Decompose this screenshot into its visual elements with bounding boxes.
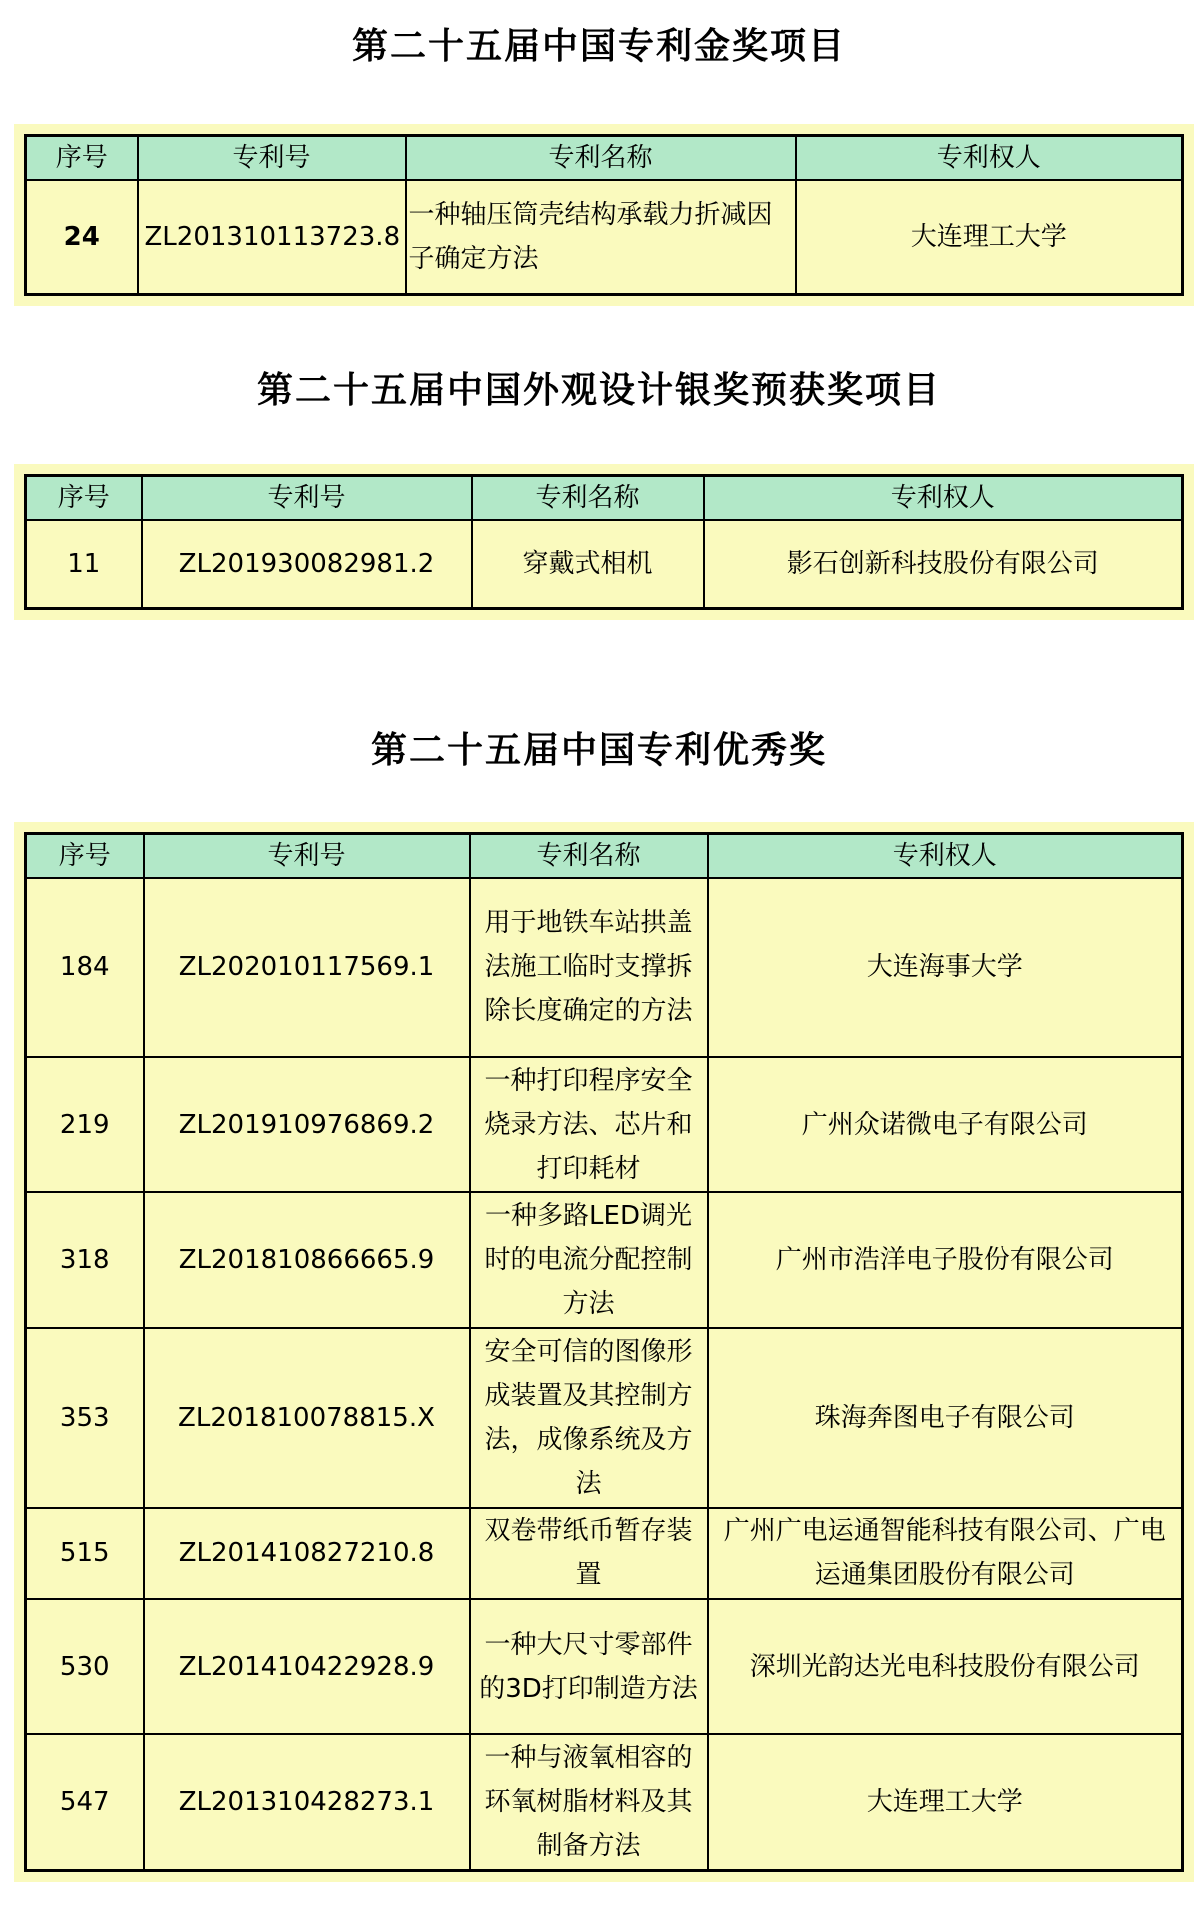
excellence-award-panel xyxy=(14,822,1194,1882)
cell-patent-owner: 大连理工大学 xyxy=(796,180,1183,295)
table-row xyxy=(26,520,1183,609)
cell-patent-owner: 广州市浩洋电子股份有限公司 xyxy=(708,1192,1183,1328)
table-header-row xyxy=(26,834,1183,878)
cell-patent-no: ZL201410422928.9 xyxy=(144,1599,470,1735)
excellence-award-table xyxy=(24,832,1184,1872)
header-seq: 序号 xyxy=(26,476,142,520)
header-patent-no: 专利号 xyxy=(138,136,406,180)
cell-seq: 353 xyxy=(26,1328,144,1508)
cell-patent-no: ZL201810078815.X xyxy=(144,1328,470,1508)
table-row xyxy=(26,1328,1183,1508)
table-row xyxy=(26,1057,1183,1193)
cell-patent-no: ZL201810866665.9 xyxy=(144,1192,470,1328)
silver-award-table xyxy=(24,474,1184,610)
silver-award-panel xyxy=(14,464,1194,620)
table-row xyxy=(26,1599,1183,1735)
cell-seq: 318 xyxy=(26,1192,144,1328)
cell-patent-name: 一种打印程序安全烧录方法、芯片和打印耗材 xyxy=(470,1057,708,1193)
cell-patent-no: ZL201410827210.8 xyxy=(144,1508,470,1599)
cell-patent-no: ZL201310428273.1 xyxy=(144,1734,470,1870)
cell-patent-owner: 广州众诺微电子有限公司 xyxy=(708,1057,1183,1193)
gold-award-panel xyxy=(14,124,1194,306)
cell-patent-name: 用于地铁车站拱盖法施工临时支撑拆除长度确定的方法 xyxy=(470,878,708,1057)
cell-seq: 515 xyxy=(26,1508,144,1599)
cell-patent-name: 一种大尺寸零部件的3D打印制造方法 xyxy=(470,1599,708,1735)
header-patent-name: 专利名称 xyxy=(472,476,704,520)
header-patent-name: 专利名称 xyxy=(406,136,796,180)
table-header-row xyxy=(26,136,1183,180)
header-patent-owner: 专利权人 xyxy=(796,136,1183,180)
cell-patent-no: ZL201910976869.2 xyxy=(144,1057,470,1193)
table-row xyxy=(26,1508,1183,1599)
section-title-silver: 第二十五届中国外观设计银奖预获奖项目 xyxy=(256,370,941,411)
header-seq: 序号 xyxy=(26,834,144,878)
cell-patent-name: 一种轴压筒壳结构承载力折减因子确定方法 xyxy=(406,180,796,295)
header-patent-no: 专利号 xyxy=(144,834,470,878)
cell-patent-no: ZL201310113723.8 xyxy=(138,180,406,295)
header-patent-no: 专利号 xyxy=(142,476,472,520)
cell-patent-no: ZL201930082981.2 xyxy=(142,520,472,609)
cell-patent-owner: 广州广电运通智能科技有限公司、广电运通集团股份有限公司 xyxy=(708,1508,1183,1599)
cell-seq: 530 xyxy=(26,1599,144,1735)
table-row xyxy=(26,878,1183,1057)
table-header-row xyxy=(26,476,1183,520)
section-title-gold: 第二十五届中国专利金奖项目 xyxy=(351,26,846,67)
cell-seq: 11 xyxy=(26,520,142,609)
cell-patent-owner: 大连理工大学 xyxy=(708,1734,1183,1870)
cell-seq: 184 xyxy=(26,878,144,1057)
header-seq: 序号 xyxy=(26,136,138,180)
cell-patent-name: 穿戴式相机 xyxy=(472,520,704,609)
cell-seq: 219 xyxy=(26,1057,144,1193)
cell-patent-owner: 影石创新科技股份有限公司 xyxy=(704,520,1183,609)
header-patent-owner: 专利权人 xyxy=(704,476,1183,520)
cell-seq: 24 xyxy=(26,180,138,295)
cell-patent-owner: 深圳光韵达光电科技股份有限公司 xyxy=(708,1599,1183,1735)
gold-award-table xyxy=(24,134,1184,296)
section-title-excellence: 第二十五届中国专利优秀奖 xyxy=(370,730,827,771)
cell-patent-name: 安全可信的图像形成装置及其控制方法，成像系统及方法 xyxy=(470,1328,708,1508)
cell-patent-no: ZL202010117569.1 xyxy=(144,878,470,1057)
cell-patent-owner: 大连海事大学 xyxy=(708,878,1183,1057)
table-row xyxy=(26,1734,1183,1870)
table-row xyxy=(26,1192,1183,1328)
cell-patent-name: 一种与液氧相容的环氧树脂材料及其制备方法 xyxy=(470,1734,708,1870)
cell-patent-name: 双卷带纸币暂存装置 xyxy=(470,1508,708,1599)
cell-seq: 547 xyxy=(26,1734,144,1870)
cell-patent-owner: 珠海奔图电子有限公司 xyxy=(708,1328,1183,1508)
table-row xyxy=(26,180,1183,295)
header-patent-owner: 专利权人 xyxy=(708,834,1183,878)
header-patent-name: 专利名称 xyxy=(470,834,708,878)
cell-patent-name: 一种多路LED调光时的电流分配控制方法 xyxy=(470,1192,708,1328)
